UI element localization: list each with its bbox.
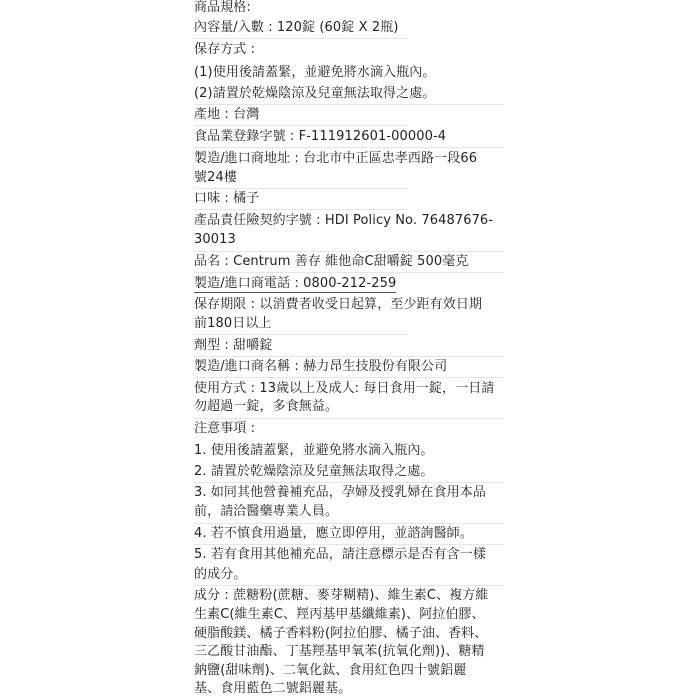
spec-storage-label: 保存方式 : — [194, 42, 256, 57]
spec-shelf-life-line2: 前180日以上 — [194, 316, 272, 331]
spec-address-line2: 號24樓 — [194, 170, 237, 185]
divider — [194, 377, 504, 378]
spec-title: 商品規格: — [194, 0, 251, 15]
spec-shelf-life-line1: 保存期限 : 以消費者收受日起算，至少距有效日期 — [194, 297, 483, 312]
divider — [194, 482, 504, 483]
spec-capacity: 內容量/入數 : 120錠 (60錠 X 2瓶) — [194, 20, 399, 35]
spec-ingredients-line4: 三乙酸甘油酯、丁基羥基甲氧苯(抗氧化劑))、糖精 — [194, 644, 485, 659]
spec-storage-1: (1)使用後請蓋緊，並避免將水滴入瓶內。 — [194, 65, 436, 80]
spec-note-2: 2. 請置於乾燥陰涼及兒童無法取得之處。 — [194, 464, 434, 479]
divider — [194, 38, 408, 39]
spec-origin: 產地 : 台灣 — [194, 107, 260, 122]
spec-phone — [194, 276, 396, 292]
spec-usage-line2: 勿超過一錠，多食無益。 — [194, 399, 339, 414]
spec-note-4: 4. 若不慎食用過量，應立即停用，並諮詢醫師。 — [194, 526, 473, 541]
spec-note-5-line2: 的成分。 — [194, 567, 247, 582]
phone-link[interactable]: 製造/進口商電話 : 0800-212-259 — [194, 276, 397, 291]
spec-flavor: 口味 : 橘子 — [194, 191, 260, 206]
divider — [194, 209, 408, 210]
spec-registration-no: 食品業登錄字號 : F-111912601-00000-4 — [194, 129, 447, 144]
divider — [194, 125, 408, 126]
divider — [194, 334, 408, 335]
spec-address-line1: 製造/進口商地址 : 台北市中正區忠孝西路一段66 — [194, 151, 478, 166]
spec-note-3-line2: 前，請洽醫藥專業人員。 — [194, 504, 339, 519]
divider — [194, 188, 408, 189]
spec-note-1: 1. 使用後請蓋緊，並避免將水滴入瓶內。 — [194, 443, 434, 458]
spec-note-3-line1: 3. 如同其他營養補充品，孕婦及授乳婦在食用本品 — [194, 485, 486, 500]
spec-ingredients-line6: 基、食用藍色二號鋁麗基。 — [194, 681, 352, 696]
spec-dosage-form: 劑型 : 甜嚼錠 — [194, 338, 273, 353]
divider — [194, 251, 504, 252]
divider — [194, 272, 504, 273]
spec-product-name: 品名 : Centrum 善存 維他命C甜嚼錠 500毫克 — [194, 254, 469, 269]
divider — [194, 356, 504, 357]
spec-ingredients-line3: 硬脂酸鎂、橘子香料粉(阿拉伯膠、橘子油、香料、 — [194, 626, 488, 641]
spec-ingredients-line5: 鈉鹽(甜味劑)、二氧化鈦、食用紅色四十號鋁麗 — [194, 663, 467, 678]
spec-storage-2: (2)請置於乾燥陰涼及兒童無法取得之處。 — [194, 86, 436, 101]
divider — [194, 104, 504, 105]
spec-notes-label: 注意事項 : — [194, 421, 256, 436]
divider — [194, 147, 504, 148]
divider — [194, 585, 504, 586]
spec-insurance-line2: 30013 — [194, 232, 236, 247]
spec-usage-line1: 使用方式 : 13歲以上及成人: 每日食用一錠，一日請 — [194, 381, 495, 396]
spec-ingredients-line1: 成分 : 蔗糖粉(蔗糖、麥芽糊精)、維生素C、複方維 — [194, 588, 489, 603]
spec-ingredients-line2: 生素C(維生素C、羥丙基甲基纖維素)、阿拉伯膠、 — [194, 607, 485, 622]
divider — [194, 523, 504, 524]
spec-note-5-line1: 5. 若有食用其他補充品，請注意標示是否有含一樣 — [194, 547, 486, 562]
divider — [194, 544, 504, 545]
spec-insurance-line1: 產品責任險契約字號 : HDI Policy No. 76487676- — [194, 213, 494, 228]
spec-manufacturer: 製造/進口商名稱 : 赫力昂生技股份有限公司 — [194, 359, 448, 374]
divider — [194, 418, 504, 419]
